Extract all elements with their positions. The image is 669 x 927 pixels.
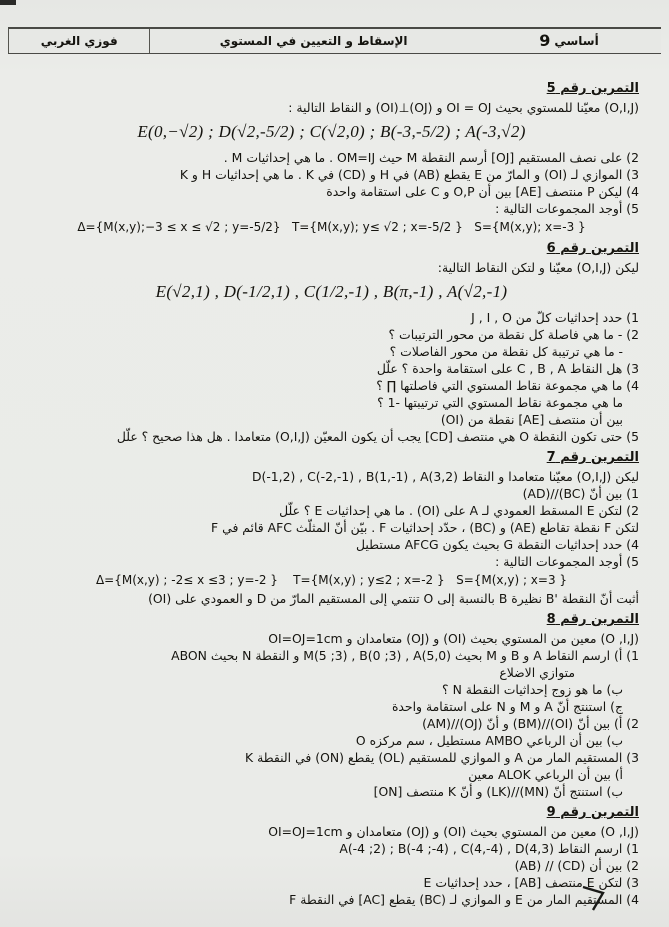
text-line: ليكن ‎(O,I,J)‎ معيّنا و لتكن النقاط التالية: — [437, 260, 639, 275]
scan-artifact — [0, 0, 16, 5]
text-line: 2) - ما هي فاصلة كل نقطة من محور الترتيبات ؟ — [388, 327, 639, 342]
text-line: ليكن ‎(O,I,J)‎ معيّنا متعامدا و النقاط ‎D(-1,2) , C(-2,-1) , B(1,-1) , A(3,2)‎ — [251, 469, 639, 484]
author-name: فوزي الغربي — [8, 29, 149, 53]
exercise-8-title: التمرين رقم 8 — [546, 612, 639, 627]
exercise-8 — [24, 612, 639, 800]
text-line: 2) أ) بين أنّ ‎(BM)//(OI)‎ و أنّ ‎(AM)//(OJ)‎ — [422, 716, 639, 731]
text-line: ب) استنتج أنّ ‎(LK)//(MN)‎ و أنّ K منتصف ‎[ON]‎ — [373, 784, 623, 799]
page-header — [8, 27, 661, 54]
text-line: 4) المستقيم المار من E و الموازي لـ ‎(BC)‎ يقطع ‎[AC]‎ في النقطة F — [289, 892, 639, 907]
exercise-9 — [24, 805, 639, 908]
exercise-5 — [24, 81, 639, 236]
text-line: 2) لتكن E المسقط العمودي لـ A على ‎(OI)‎ . ما هي إحداثيات E ؟ علّل — [279, 503, 639, 518]
text-line: 1) بين أنّ ‎(AD)//(BC)‎ — [522, 486, 639, 501]
math-line: E(√2,1) , D(-1/2,1) , C(1/2,-1) , B(π,-1) , A(√2,-1) — [155, 282, 508, 301]
grade-label: أساسي — [554, 34, 599, 48]
math-line: E(0,−√2) ; D(√2,-5/2) ; C(√2,0) ; B(-3,-5/2) ; A(-3,√2) — [137, 122, 526, 141]
text-line: ج) استنتج أنّ A و M و N على استقامة واحدة — [391, 699, 623, 714]
exercise-9-title: التمرين رقم 9 — [546, 805, 639, 820]
text-line: بين أن منتصف ‎[AE]‎ نقطة من ‎(OI)‎ — [440, 412, 623, 427]
text-line: لتكن F نقطة تقاطع ‎(AE)‎ و ‎(BC)‎ ، حدّد إحداثيات F . بيّن أنّ المثلّث AFC قائم في F — [211, 520, 639, 535]
text-line: 3) هل النقاط C , B , A على استقامة واحدة ؟ علّل — [376, 361, 639, 376]
text-line: ‎(O ,I,J)‎ معين من المستوي بحيث ‎(OI)‎ و ‎(OJ)‎ متعامدان و OI=OJ=1cm — [268, 824, 639, 839]
exercise-6-title: التمرين رقم 6 — [546, 241, 639, 256]
text-line: ‎(O,I,J)‎ معيّنا للمستوي بحيث OI = OJ و ‎(OI)⊥(OJ)‎ و النقاط التالية : — [288, 100, 639, 115]
grade-number: 9 — [539, 31, 551, 50]
text-line: 5) أوجد المجموعات التالية : — [495, 201, 639, 216]
grade-cell — [477, 29, 661, 53]
text-line: 4) ما هي مجموعة نقاط المستوي التي فاصلتها ∏ ؟ — [376, 378, 639, 393]
exercise-6 — [24, 241, 639, 445]
text-line: 4) ليكن P منتصف ‎[AE]‎ بين أن O,P و C على استقامة واحدة — [326, 184, 639, 199]
text-line: ‎(O ,I,J)‎ معين من المستوي بحيث ‎(OI)‎ و ‎(OJ)‎ متعامدان و OI=OJ=1cm — [268, 631, 639, 646]
text-line: 2) بين أن ‎(AB) // (CD)‎ — [514, 858, 639, 873]
worksheet-body — [24, 76, 639, 913]
text-line: 1) حدد إحداثيات كلّ من J , I , O — [471, 310, 639, 325]
text-line: 3) الموازي لـ ‎(OI)‎ و المارّ من E يقطع ‎(AB)‎ في H و ‎(CD)‎ في K . ما هي إحداثيات H و K — [179, 167, 639, 182]
text-line: 3) المستقيم المار من A و الموازي للمستقيم ‎(OL)‎ يقطع ‎(ON)‎ في النقطة K — [245, 750, 639, 765]
text-line: 5) أوجد المجموعات التالية : — [495, 554, 639, 569]
text-line: ما هي مجموعة نقاط المستوي التي ترتيبتها -1 ؟ — [377, 395, 623, 410]
text-line: أثبت أنّ النقطة ‎B'‎ نظيرة B بالنسبة إلى O تنتمي إلى المستقيم المارّ من D و العمودي على ‎(OI)‎ — [148, 591, 639, 606]
exercise-7-title: التمرين رقم 7 — [546, 450, 639, 465]
text-line: - ما هي ترتيبة كل نقطة من محور الفاصلات ؟ — [389, 344, 623, 359]
set-notation-line: Δ={M(x,y) ; -2≤ x ≤3 ; y=-2 } T={M(x,y) ; y≤2 ; x=-2 } S={M(x,y) ; x=3 } — [95, 573, 568, 587]
text-line: ب) ما هو زوج إحداثيات النقطة N ؟ — [442, 682, 623, 697]
text-line: 3) لتكن E منتصف ‎[AB]‎ ، حدد إحداثيات E — [423, 875, 639, 890]
corner-pen-mark — [581, 883, 607, 913]
exercise-7 — [24, 450, 639, 607]
exercise-5-title: التمرين رقم 5 — [546, 81, 639, 96]
text-line: 4) حدد إحداثيات النقطة G بحيث يكون AFCG مستطيل — [356, 537, 639, 552]
text-line: متوازي الاضلاع — [499, 665, 575, 680]
text-line: أ) بين أن الرباعي ALOK معين — [468, 767, 623, 782]
set-notation-line: Δ={M(x,y);−3 ≤ x ≤ √2 ; y=-5/2} T={M(x,y); y≤ √2 ; x=-5/2 } S={M(x,y); x=-3 } — [77, 220, 586, 234]
text-line: 1) ارسم النقاط ‎A(-4 ;2) ; B(-4 ;-4) , C(4,-4) , D(4,3)‎ — [339, 841, 639, 856]
text-line: 5) حتى تكون النقطة O هي منتصف ‎[CD]‎ يجب أن يكون المعيّن ‎(O,I,J)‎ متعامدا . هل هذا صحيح ؟ علّل — [116, 429, 639, 444]
text-line: 1) أ) ارسم النقاط A و B و M بحيث ‎M(5 ;3) , B(0 ;3) , A(5,0)‎ و النقطة N بحيث ABON — [171, 648, 639, 663]
page-title: الإسقاط و التعيين في المستوي — [149, 29, 477, 53]
text-line: 2) على نصف المستقيم ‎[OJ]‎ أرسم النقطة M حيث OM=IJ . ما هي إحداثيات M . — [223, 150, 639, 165]
text-line: ب) بين أن الرباعي AMBO مستطيل ، سم مركزه O — [355, 733, 623, 748]
